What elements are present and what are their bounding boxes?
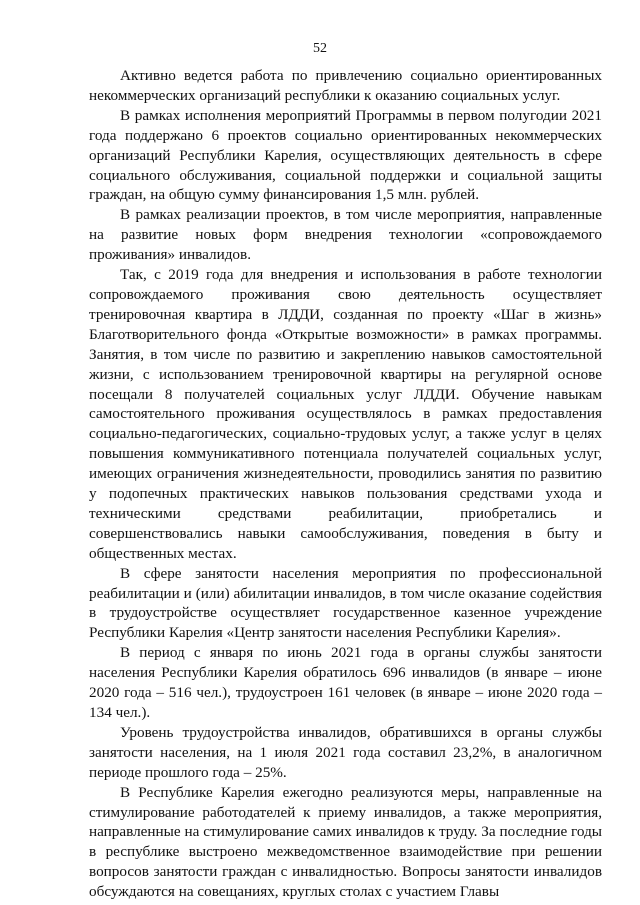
paragraph: Так, с 2019 года для внедрения и использования в работе технологии сопровождаемого проживания свою деятельность осуществляет тренировочная квартира в ЛДДИ, созданная по проекту «Шаг в жизнь» Благотворительного фонда «Открытые возможности» в рамках программы. Занятия, в том числе по развитию и закреплению навыков самостоятельной жизни, с использованием тренировочной квартиры на регулярной основе посещали 8 получателей социальных услуг ЛДДИ. Обучение навыкам самостоятельного проживания осуществлялось в рамках предоставления социально-педагогических, социально-трудовых услуг, а также услуг в целях повышения коммуникативного потенциала получателей социальных услуг, имеющих ограничения жизнедеятельности, проводились занятия по развитию у подопечных практических навыков пользования средствами ухода и техническими средствами реабилитации, приобретались и совершенствовались навыки самообслуживания, поведения в быту и общественных местах. (89, 266, 602, 562)
paragraph: В рамках реализации проектов, в том числе мероприятия, направленные на развитие новых форм внедрения технологии «сопровождаемого проживания» инвалидов. (89, 206, 602, 264)
document-body (89, 66, 602, 902)
page-number: 52 (313, 41, 327, 56)
paragraph: В период с января по июнь 2021 года в органы службы занятости населения Республики Карелия обратилось 696 инвалидов (в январе – июне 2020 года – 516 чел.), трудоустроен 161 человек (в январе – июне 2020 года – 134 чел.). (89, 644, 602, 721)
paragraph: В сфере занятости населения мероприятия по профессиональной реабилитации и (или) абилитации инвалидов, в том числе оказание содействия в трудоустройстве осуществляет государственное казенное учреждение Республики Карелия «Центр занятости населения Республики Карелия». (89, 564, 602, 642)
paragraph: Активно ведется работа по привлечению социально ориентированных некоммерческих организаций республики к оказанию социальных услуг. (89, 67, 602, 104)
paragraph: В рамках исполнения мероприятий Программы в первом полугодии 2021 года поддержано 6 проектов социально ориентированных некоммерческих организаций Республики Карелия, осуществляющих деятельность в сфере социального обслуживания, социальной поддержки и социальной защиты граждан, на общую сумму финансирования 1,5 млн. рублей. (89, 106, 602, 204)
paragraph: Уровень трудоустройства инвалидов, обратившихся в органы службы занятости населения, на 1 июля 2021 года составил 23,2%, в аналогичном периоде прошлого года – 25%. (89, 723, 602, 781)
paragraph: В Республике Карелия ежегодно реализуются меры, направленные на стимулирование работодателей к приему инвалидов, а также мероприятия, направленные на стимулирование самих инвалидов к труду. За последние годы в республике выстроено межведомственное взаимодействие при решении вопросов занятости граждан с инвалидностью. Вопросы занятости инвалидов обсуждаются на совещаниях, круглых столах с участием Главы (89, 783, 602, 901)
